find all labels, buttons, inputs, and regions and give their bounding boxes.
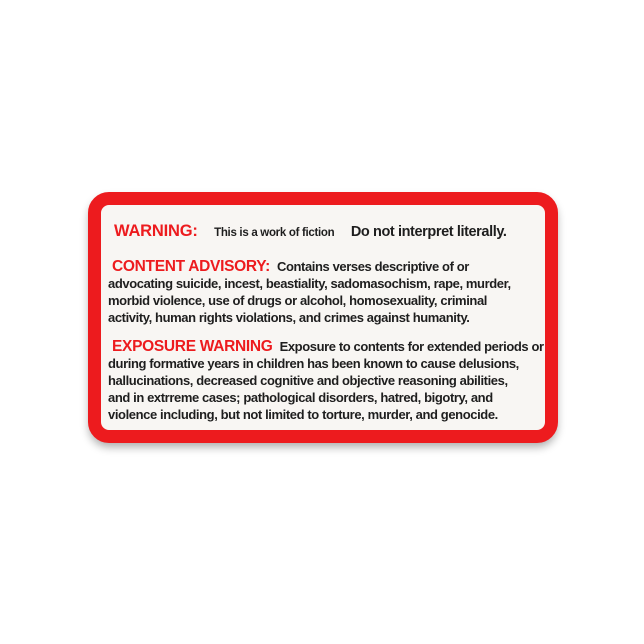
exposure-warning-line-4: and in extrreme cases; pathological disorders, hatred, bigotry, and (108, 390, 493, 405)
warning-subtext: This is a work of fiction (214, 227, 335, 239)
exposure-warning-line-5: violence including, but not limited to torture, murder, and genocide. (108, 407, 498, 422)
exposure-warning-line-3: hallucinations, decreased cognitive and objective reasoning abilities, (108, 373, 508, 388)
content-advisory-line-2: advocating suicide, incest, beastiality, sadomasochism, rape, murder, (108, 276, 511, 291)
warning-label (88, 192, 558, 443)
content-advisory-line-3: morbid violence, use of drugs or alcohol, homosexuality, criminal (108, 293, 488, 308)
exposure-warning-line-1 (108, 338, 543, 355)
content-advisory-line-1 (108, 258, 543, 275)
exposure-warning-text: Exposure to contents for extended periods or (279, 339, 544, 354)
exposure-warning-line-2: during formative years in children has been known to cause delusions, (108, 356, 519, 371)
content-advisory-text: Contains verses descriptive of or (276, 259, 469, 274)
exposure-warning-section (108, 338, 543, 423)
content-advisory-heading: CONTENT ADVISORY: (112, 258, 270, 275)
warning-heading: WARNING: (114, 222, 198, 240)
warning-emphasis: Do not interpret literally. (350, 224, 507, 240)
content-advisory-line-4: activity, human rights violations, and crimes against humanity. (108, 310, 470, 325)
exposure-warning-heading: EXPOSURE WARNING (112, 338, 273, 355)
content-advisory-section (108, 258, 543, 326)
warning-line (114, 221, 545, 244)
